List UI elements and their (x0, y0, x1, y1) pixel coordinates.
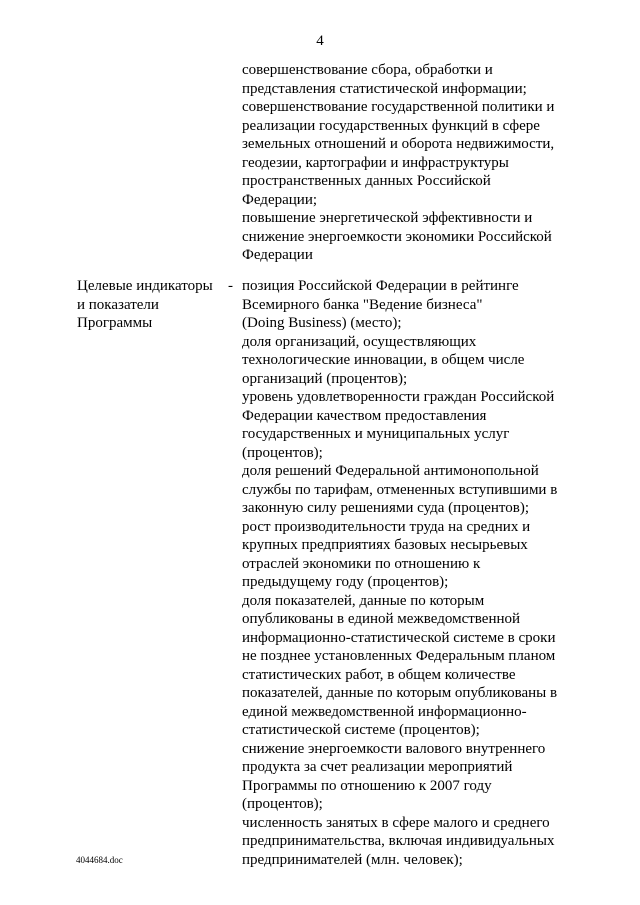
text-line: Федерации; (242, 191, 318, 208)
text-line: законную силу решениями суда (процентов); (242, 500, 530, 516)
text-line: совершенствование сбора, обработки и (242, 62, 493, 78)
text-line: рост производительности труда на средних и (242, 518, 531, 535)
text-line: единой межведомственной информационно- (242, 703, 527, 720)
text-line: совершенствование государственной политики и (242, 99, 555, 115)
text-line: снижение энергоемкости экономики Российской (242, 228, 552, 245)
text-line: службы по тарифам, отмененных вступившими в (242, 481, 558, 498)
indicators-list (242, 277, 622, 869)
text-line: статистической системе (процентов); (242, 722, 480, 738)
text-line: крупных предприятиях базовых несырьевых (242, 537, 528, 553)
text-line: геодезии, картографии и инфраструктуры (242, 154, 509, 171)
text-line: уровень удовлетворенности граждан Российской (242, 389, 555, 405)
text-line: доля показателей, данные по которым (242, 592, 485, 609)
text-line: предыдущему году (процентов); (242, 574, 449, 590)
text-line: (процентов); (242, 796, 323, 812)
text-line: Всемирного банка "Ведение бизнеса" (242, 296, 483, 313)
text-line: показателей, данные по которым опубликованы в (242, 685, 558, 701)
footer-filename: 4044684.doc (76, 855, 123, 865)
text-line: предпринимательства, включая индивидуальных (242, 833, 555, 849)
text-line: не позднее установленных Федеральным планом (242, 648, 556, 664)
text-line: Федерации качеством предоставления (242, 407, 487, 424)
label-line: и показатели (77, 296, 159, 313)
text-line: снижение энергоемкости валового внутреннего (242, 740, 546, 757)
text-line: численность занятых в сфере малого и среднего (242, 814, 550, 831)
text-line: Программы по отношению к 2007 году (242, 777, 492, 794)
text-line: реализации государственных функций в сфере (242, 117, 540, 134)
text-line: доля организаций, осуществляющих (242, 333, 477, 350)
text-line: информационно-статистической системе в сроки (242, 629, 556, 646)
page-number: 4 (316, 33, 324, 49)
label-line: Целевые индикаторы (77, 278, 213, 294)
text-line: позиция Российской Федерации в рейтинге (242, 278, 519, 294)
section-label (77, 277, 227, 333)
text-line: повышение энергетической эффективности и (242, 210, 533, 226)
text-line: представления статистической информации; (242, 80, 527, 97)
text-line: отраслей экономики по отношению к (242, 555, 481, 572)
text-line: земельных отношений и оборота недвижимости, (242, 136, 555, 152)
continuation-text (242, 61, 622, 265)
text-line: пространственных данных Российской (242, 173, 491, 189)
text-line: Федерации (242, 247, 313, 263)
text-line: (процентов); (242, 444, 323, 461)
text-line: статистических работ, в общем количестве (242, 666, 516, 683)
text-line: государственных и муниципальных услуг (242, 426, 510, 442)
text-line: (Doing Business) (место); (242, 315, 402, 331)
text-line: организаций (процентов); (242, 370, 408, 387)
text-line: опубликованы в единой межведомственной (242, 611, 521, 627)
text-line: предпринимателей (млн. человек); (242, 851, 463, 868)
text-line: технологические инновации, в общем числе (242, 352, 525, 368)
text-line: доля решений Федеральной антимонопольной (242, 463, 539, 479)
label-line: Программы (77, 315, 153, 331)
label-separator: - (228, 278, 233, 294)
text-line: продукта за счет реализации мероприятий (242, 759, 513, 775)
